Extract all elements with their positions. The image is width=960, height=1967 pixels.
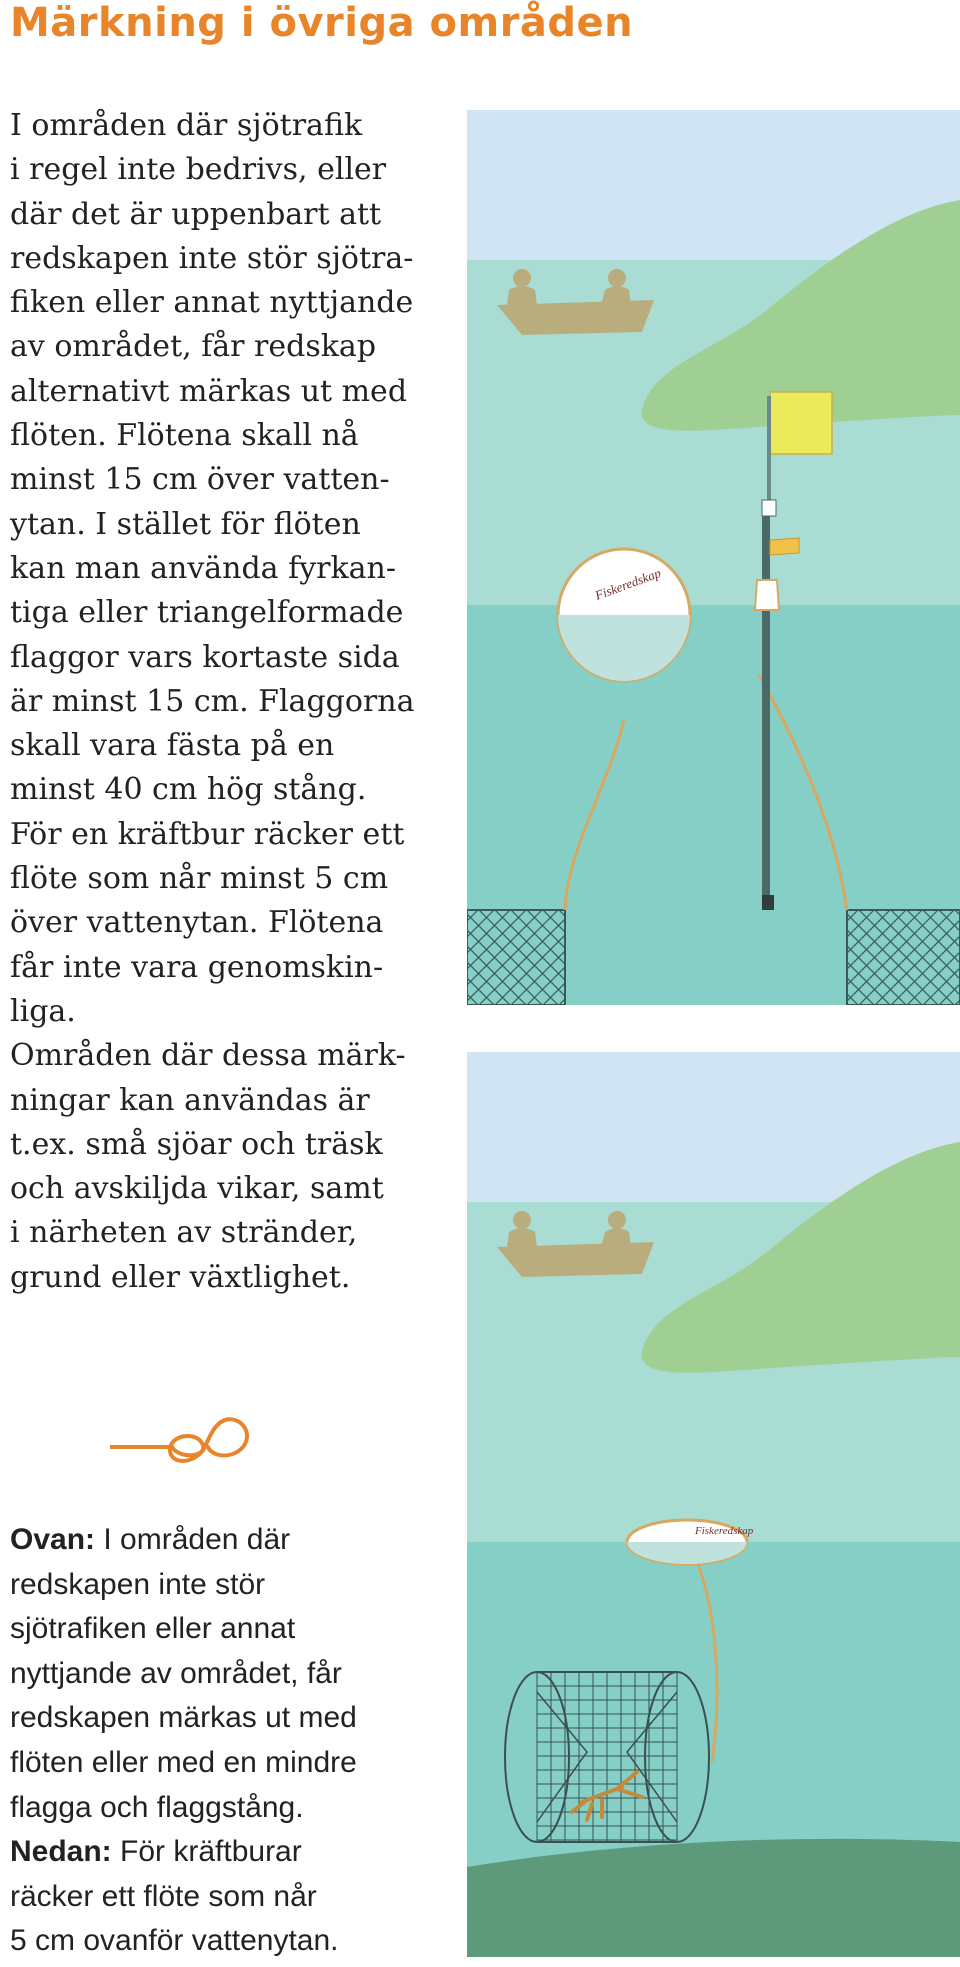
body-line: ningar kan användas är bbox=[10, 1082, 370, 1118]
svg-text:Fiskeredskap: Fiskeredskap bbox=[695, 1525, 754, 1537]
body-line: är minst 15 cm. Flaggorna bbox=[10, 683, 415, 719]
body-line: redskapen inte stör sjötra- bbox=[10, 240, 414, 276]
caption-line: nyttjande av området, får bbox=[10, 1656, 342, 1690]
caption-line-8: Nedan: För kräftburar bbox=[10, 1835, 302, 1869]
body-line: över vattenytan. Flötena bbox=[10, 905, 384, 941]
body-line: flaggor vars kortaste sida bbox=[10, 639, 400, 675]
body-line: I områden där sjötrafik bbox=[10, 108, 363, 143]
body-line: minst 40 cm hög stång. bbox=[10, 772, 367, 808]
caption-label-above: Ovan: bbox=[10, 1523, 96, 1556]
knot-icon bbox=[110, 1405, 255, 1475]
body-line: alternativt märkas ut med bbox=[10, 373, 408, 409]
page-title: Märkning i övriga områden bbox=[10, 0, 634, 46]
caption bbox=[10, 1518, 460, 1964]
caption-line: redskapen inte stör bbox=[10, 1567, 266, 1601]
body-line: och avskiljda vikar, samt bbox=[10, 1171, 384, 1207]
body-line: fiken eller annat nyttjande bbox=[10, 285, 414, 321]
body-line: där det är uppenbart att bbox=[10, 196, 382, 232]
lake-bottom bbox=[467, 1839, 960, 1957]
body-line: För en kräftbur räcker ett bbox=[10, 816, 405, 852]
caption-line: flagga och flaggstång. bbox=[10, 1790, 304, 1824]
illustration-float-and-flag bbox=[467, 110, 960, 1005]
caption-label-below: Nedan: bbox=[10, 1835, 112, 1869]
body-line: i regel inte bedrivs, eller bbox=[10, 152, 387, 188]
body-line: ytan. I stället för flöten bbox=[10, 506, 361, 542]
body-line: tiga eller triangelformade bbox=[10, 595, 404, 631]
body-line: i närheten av stränder, bbox=[10, 1215, 358, 1251]
body-line: liga. bbox=[10, 993, 76, 1029]
body-line: flöten. Flötena skall nå bbox=[10, 418, 359, 454]
body-line: minst 15 cm över vatten- bbox=[10, 462, 390, 498]
illustration-crayfish-trap bbox=[467, 1052, 960, 1957]
caption-line: räcker ett flöte som når bbox=[10, 1879, 317, 1913]
body-line: grund eller växtlighet. bbox=[10, 1259, 351, 1295]
body-line: får inte vara genomskin- bbox=[10, 949, 384, 985]
caption-line: flöten eller med en mindre bbox=[10, 1745, 357, 1779]
body-line: Områden där dessa märk- bbox=[10, 1038, 406, 1074]
caption-line: sjötrafiken eller annat bbox=[10, 1612, 296, 1646]
body-line: flöte som når minst 5 cm bbox=[10, 861, 389, 897]
body-line: kan man använda fyrkan- bbox=[10, 550, 397, 586]
body-line: av området, får redskap bbox=[10, 329, 377, 365]
round-float bbox=[558, 549, 690, 681]
body-text bbox=[10, 104, 460, 1300]
body-line: t.ex. små sjöar och träsk bbox=[10, 1126, 383, 1162]
body-line: skall vara fästa på en bbox=[10, 728, 335, 764]
svg-text:Fiskeredskap: Fiskeredskap bbox=[592, 565, 663, 603]
caption-line: redskapen märkas ut med bbox=[10, 1701, 357, 1735]
caption-line-1: Ovan: I områden där bbox=[10, 1523, 291, 1556]
caption-line: 5 cm ovanför vattenytan. bbox=[10, 1924, 339, 1958]
